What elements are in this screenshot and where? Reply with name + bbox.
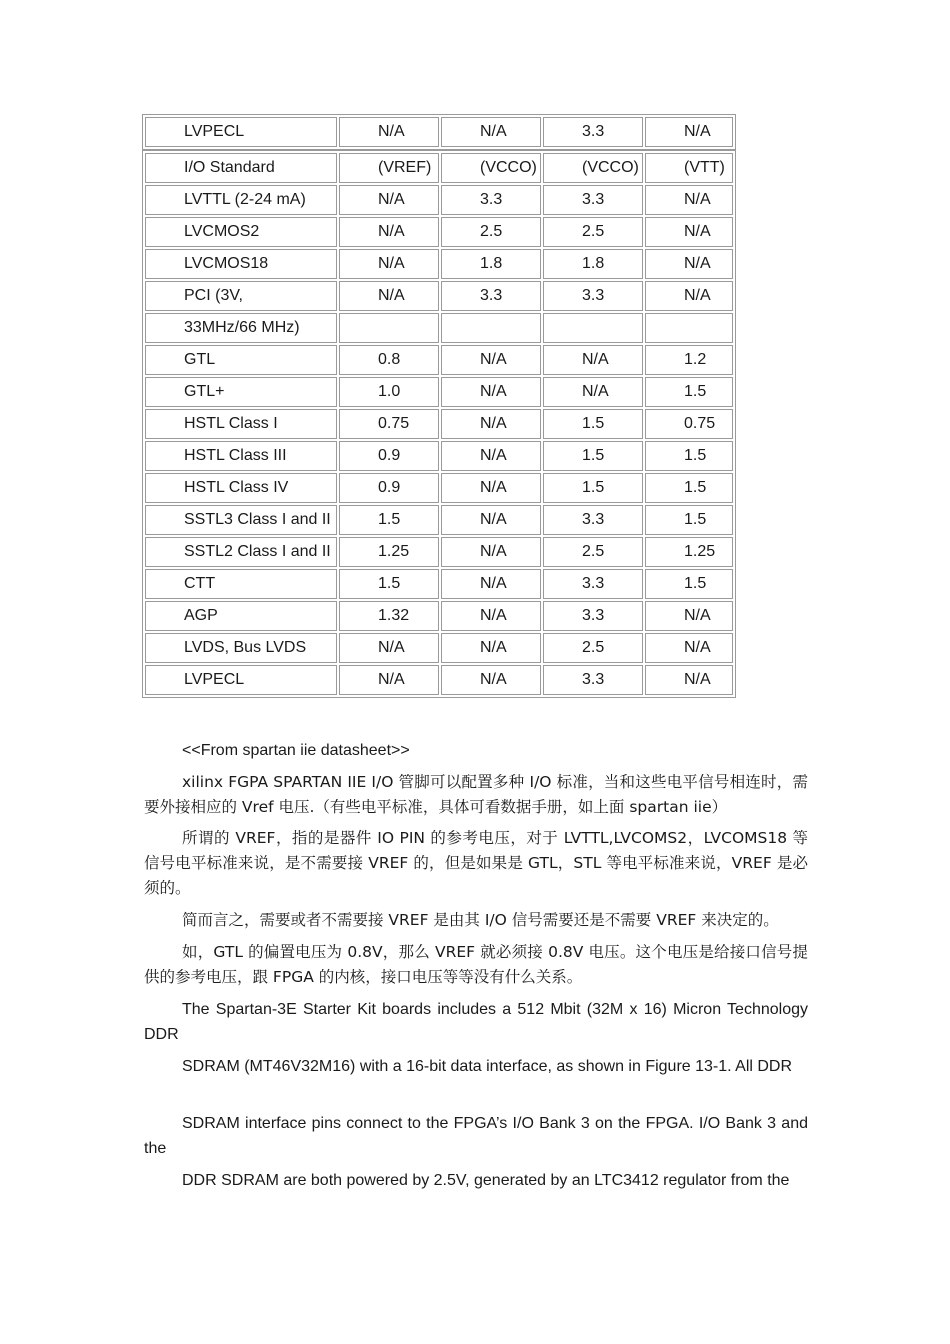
table-cell: 0.8 [339,345,439,375]
table-cell: 3.3 [543,185,643,215]
table-row [145,281,733,311]
table-cell: N/A [645,217,733,247]
table-cell: 3.3 [543,505,643,535]
table-cell: 2.5 [543,633,643,663]
table-header-cell: (VCCO) [441,153,541,183]
paragraph-vref-intro: xilinx FGPA SPARTAN IIE I/O 管脚可以配置多种 I/O 标准，当和这些电平信号相连时，需要外接相应的 Vref 电压.（有些电平标准，具体可看数据手册，如上面 spartan iie） [144,773,808,816]
table-cell: 3.3 [543,665,643,695]
table-cell: N/A [339,117,439,147]
table-cell: 3.3 [441,281,541,311]
table-cell: 1.5 [339,505,439,535]
table-cell: N/A [339,281,439,311]
table-cell: LVDS, Bus LVDS [145,633,337,663]
table-cell: 2.5 [441,217,541,247]
table-cell: 33MHz/66 MHz) [145,313,337,343]
table-header-cell: (VCCO) [543,153,643,183]
table-cell: 2.5 [543,217,643,247]
io-standard-table-fragment [142,114,736,150]
table-cell: N/A [441,665,541,695]
table-cell: PCI (3V, [145,281,337,311]
table-cell: N/A [543,377,643,407]
table-cell: LVTTL (2-24 mA) [145,185,337,215]
table-cell: N/A [441,117,541,147]
table-cell: N/A [441,377,541,407]
table-cell: N/A [645,665,733,695]
table-cell: N/A [441,537,541,567]
table-cell: 1.5 [645,505,733,535]
table-cell: 1.5 [543,409,643,439]
table-row [145,117,733,147]
table-cell: N/A [543,345,643,375]
paragraph-interface-pins: SDRAM interface pins connect to the FPGA’s I/O Bank 3 on the FPGA. I/O Bank 3 and the [144,1115,808,1157]
table-cell: 3.3 [543,601,643,631]
table-cell: N/A [339,249,439,279]
table-cell: 3.3 [543,569,643,599]
table-cell: N/A [441,505,541,535]
table-row [145,313,733,343]
table-cell: 3.3 [441,185,541,215]
table-cell: LVCMOS18 [145,249,337,279]
table-cell: N/A [339,665,439,695]
table-cell: N/A [441,569,541,599]
table-cell: 0.75 [645,409,733,439]
table-row [145,409,733,439]
table-cell [645,313,733,343]
table-cell [543,313,643,343]
table-cell: N/A [645,601,733,631]
io-standard-table [142,150,736,698]
table-cell: 1.2 [645,345,733,375]
table-cell: N/A [441,441,541,471]
table-row [145,665,733,695]
table-cell: N/A [645,249,733,279]
paragraph-power: DDR SDRAM are both powered by 2.5V, generated by an LTC3412 regulator from the [182,1172,790,1189]
table-row [145,249,733,279]
table-cell: 1.5 [543,473,643,503]
table-cell: 3.3 [543,281,643,311]
table-cell: 1.25 [645,537,733,567]
table-cell: 1.0 [339,377,439,407]
table-cell: HSTL Class I [145,409,337,439]
table-cell: LVPECL [145,665,337,695]
table-cell: SSTL3 Class I and II [145,505,337,535]
table-cell: HSTL Class IV [145,473,337,503]
paragraph-starter-kit: The Spartan-3E Starter Kit boards includes a 512 Mbit (32M x 16) Micron Technology DDR [144,1001,808,1043]
paragraph-vref-definition: 所谓的 VREF，指的是器件 IO PIN 的参考电压，对于 LVTTL,LVCOMS2，LVCOMS18 等信号电平标准来说，是不需要接 VREF 的，但是如果是 GTL，STL 等电平标准来说，VREF 是必须的。 [144,829,808,897]
table-cell: N/A [441,345,541,375]
table-row [145,537,733,567]
table-cell: LVCMOS2 [145,217,337,247]
table-cell: 1.8 [441,249,541,279]
table-cell: N/A [645,117,733,147]
table-cell [441,313,541,343]
table-row [145,505,733,535]
table-cell: N/A [441,633,541,663]
table-row [145,377,733,407]
table-cell: N/A [339,185,439,215]
table-row [145,473,733,503]
table-cell: 1.32 [339,601,439,631]
table-cell: 1.5 [543,441,643,471]
table-cell: N/A [441,601,541,631]
table-header-cell: (VREF) [339,153,439,183]
table-cell: N/A [339,633,439,663]
table-cell: 0.9 [339,441,439,471]
table-cell: N/A [645,185,733,215]
table-row [145,217,733,247]
table-cell: N/A [645,281,733,311]
table-cell: 0.75 [339,409,439,439]
table-cell: N/A [441,473,541,503]
table-row [145,185,733,215]
table-header-cell: I/O Standard [145,153,337,183]
table-cell: 3.3 [543,117,643,147]
table-row [145,153,733,183]
table-cell: 1.5 [645,569,733,599]
table-cell: SSTL2 Class I and II [145,537,337,567]
table-row [145,569,733,599]
table-cell: 1.5 [645,377,733,407]
table-cell: AGP [145,601,337,631]
table-cell: N/A [645,633,733,663]
table-cell: 1.5 [645,441,733,471]
paragraph-vref-summary: 简而言之，需要或者不需要接 VREF 是由其 I/O 信号需要还是不需要 VREF 来决定的。 [182,911,779,929]
table-cell: GTL+ [145,377,337,407]
table-cell: 2.5 [543,537,643,567]
table-cell [339,313,439,343]
source-note: <<From spartan iie datasheet>> [182,742,410,759]
table-row [145,601,733,631]
table-cell: GTL [145,345,337,375]
table-cell: N/A [339,217,439,247]
table-cell: 1.8 [543,249,643,279]
table-row [145,633,733,663]
table-row [145,345,733,375]
table-cell: LVPECL [145,117,337,147]
table-cell: N/A [441,409,541,439]
table-row [145,441,733,471]
table-cell: CTT [145,569,337,599]
table-header-cell: (VTT) [645,153,733,183]
table-cell: 1.5 [645,473,733,503]
table-cell: HSTL Class III [145,441,337,471]
table-cell: 1.25 [339,537,439,567]
paragraph-sdram: SDRAM (MT46V32M16) with a 16-bit data interface, as shown in Figure 13-1. All DDR [182,1058,793,1075]
table-cell: 1.5 [339,569,439,599]
paragraph-gtl-example: 如，GTL 的偏置电压为 0.8V，那么 VREF 就必须接 0.8V 电压。这个电压是给接口信号提供的参考电压，跟 FPGA 的内核，接口电压等等没有什么关系。 [144,943,808,986]
table-cell: 0.9 [339,473,439,503]
